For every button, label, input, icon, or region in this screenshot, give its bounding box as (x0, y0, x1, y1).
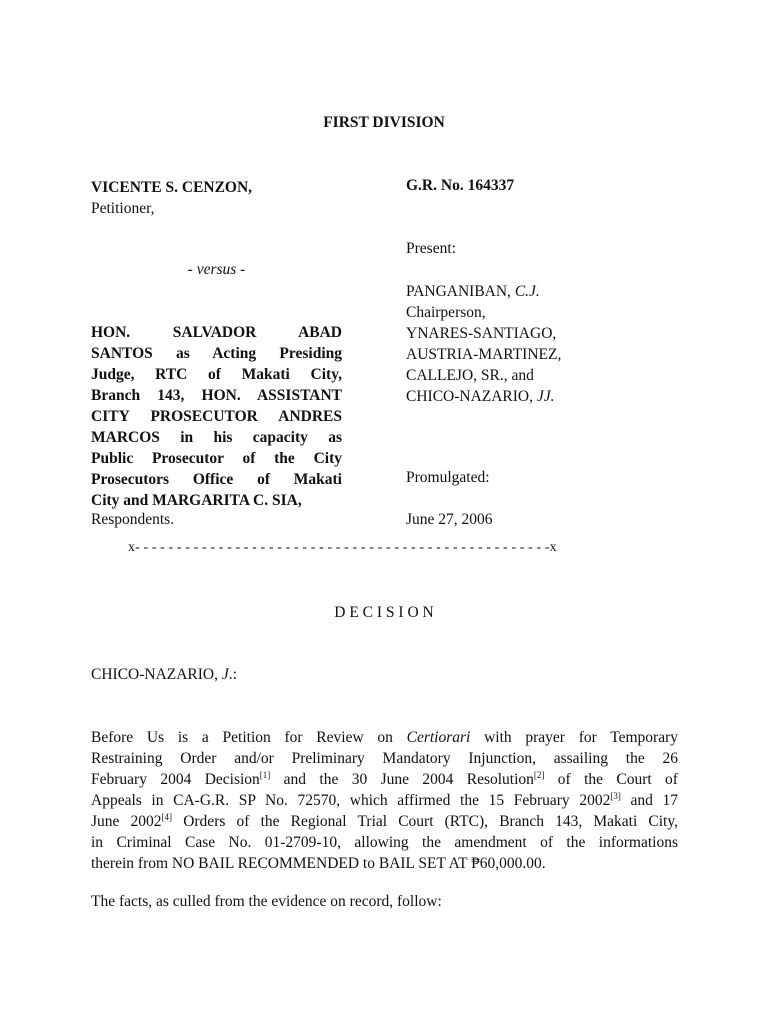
petitioner-block (91, 177, 342, 219)
ponente-line: CHICO-NAZARIO, J.: (91, 666, 237, 683)
justice-line: AUSTRIA-MARTINEZ, (406, 346, 562, 363)
footnote-ref[interactable]: [2] (533, 769, 545, 780)
respondent-line: City and MARGARITA C. SIA, (91, 492, 302, 509)
respondent-line: Prosecutors Office of Makati (91, 471, 342, 488)
respondent-line: Branch 143, HON. ASSISTANT (91, 387, 342, 404)
footnote-ref[interactable]: [3] (610, 790, 621, 801)
petitioner-role: Petitioner, (91, 200, 155, 217)
justice-line: CALLEJO, SR., and (406, 367, 534, 384)
present-label: Present: (406, 240, 456, 257)
petitioner-name: VICENTE S. CENZON, (91, 179, 253, 196)
respondents-block (91, 322, 342, 511)
respondent-line: CITY PROSECUTOR ANDRES (91, 408, 342, 425)
justice-line: YNARES-SANTIAGO, (406, 325, 557, 342)
gr-number: G.R. No. 164337 (406, 177, 515, 194)
paragraph-line: Restraining Order and/or Preliminary Mandatory Injunction, assailing the 26 (91, 750, 678, 767)
decision-heading: D E C I S I O N (334, 604, 434, 621)
justice-line: PANGANIBAN, C.J. (406, 283, 540, 300)
paragraph-line: therein from NO BAIL RECOMMENDED to BAIL SET AT ₱60,000.00. (91, 855, 546, 872)
respondent-line: MARCOS in his capacity as (91, 429, 342, 446)
paragraph-line: in Criminal Case No. 01-2709-10, allowing the amendment of the informations (91, 834, 678, 851)
opening-paragraph (91, 727, 678, 874)
versus-label: - versus - (187, 261, 246, 278)
justice-line: Chairperson, (406, 304, 486, 321)
separator-line: x- - - - - - - - - - - - - - - - - - - - - - - - - - - - - - - - - - - - - - - - - - - - - - - - - -x (128, 540, 557, 555)
paragraph-line: June 2002[4] Orders of the Regional Trial Court (RTC), Branch 143, Makati City, (91, 811, 678, 830)
promulgated-date: June 27, 2006 (406, 511, 493, 528)
paragraph-line: February 2004 Decision[1] and the 30 June 2004 Resolution[2] of the Court of (91, 769, 678, 788)
promulgated-label: Promulgated: (406, 469, 490, 486)
justice-line: CHICO-NAZARIO, JJ. (406, 388, 555, 405)
justices-list (406, 281, 706, 407)
respondent-line: Public Prosecutor of the City (91, 450, 342, 467)
paragraph-line: Appeals in CA-G.R. SP No. 72570, which affirmed the 15 February 2002[3] and 17 (91, 790, 678, 809)
footnote-ref[interactable]: [4] (161, 811, 173, 822)
division-heading: FIRST DIVISION (323, 114, 445, 131)
facts-intro: The facts, as culled from the evidence on record, follow: (91, 893, 442, 910)
respondents-role: Respondents. (91, 511, 175, 528)
respondent-line: SANTOS as Acting Presiding (91, 345, 342, 362)
respondent-line: Judge, RTC of Makati City, (91, 366, 342, 383)
footnote-ref[interactable]: [1] (259, 769, 271, 780)
paragraph-line: Before Us is a Petition for Review on Certiorari with prayer for Temporary (91, 729, 678, 746)
respondent-line: HON. SALVADOR ABAD (91, 324, 342, 341)
